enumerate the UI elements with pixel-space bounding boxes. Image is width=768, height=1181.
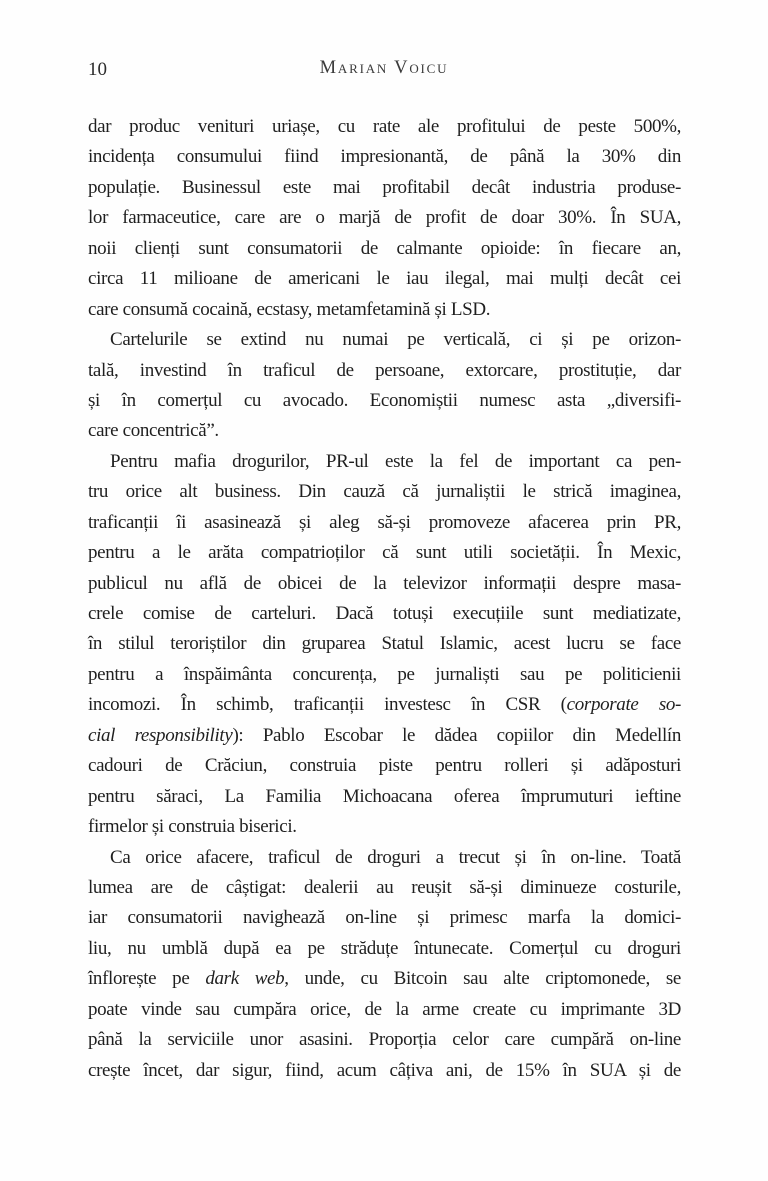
text-line [88,964,681,994]
text-line [88,660,681,690]
text-line [88,629,681,659]
text-line [88,934,681,964]
text-segment: înflorește pe [88,968,206,990]
text-segment: pentru săraci, La Familia Michoacana oferea împrumuturi ieftine [88,785,681,807]
text-line [88,903,681,933]
text-body [88,112,681,1086]
text-segment: cadouri de Crăciun, construia piste pentru rolleri și adăposturi [88,755,681,777]
text-segment: noii clienți sunt consumatorii de calmante opioide: în fiecare an, [88,237,681,259]
text-line [88,508,681,538]
text-segment: tru orice alt business. Din cauză că jurnaliștii le strică imaginea, [88,481,681,503]
text-line [88,569,681,599]
text-segment: în stilul teroriștilor din gruparea Statul Islamic, acest lucru se face [88,633,681,655]
page-header [0,58,768,84]
text-line [88,995,681,1025]
text-segment: circa 11 milioane de americani le iau ilegal, mai mulți decât cei [88,268,681,290]
text-line [88,690,681,720]
text-line [88,356,681,386]
text-line [88,173,681,203]
text-line [88,416,681,446]
text-line [88,843,681,873]
text-segment: pentru a înspăimânta concurența, pe jurnaliști sau pe politicienii [88,663,681,685]
text-line [88,325,681,355]
text-line [88,812,681,842]
text-line [88,751,681,781]
text-line [88,203,681,233]
text-segment: crele comise de carteluri. Dacă totuși execuțiile sunt mediatizate, [88,603,681,624]
text-line [88,1056,681,1086]
text-line [88,295,681,325]
text-segment: lor farmaceutice, care are o marjă de profit de doar 30%. În SUA, [88,207,681,229]
text-segment: iar consumatorii navighează on-line și primesc marfa la domici- [88,907,681,929]
text-line [88,447,681,477]
text-segment: publicul nu află de obicei de la televizor informații despre masa- [88,572,681,594]
text-segment: tală, investind în traficul de persoane, extorcare, prostituție, dar [88,359,681,381]
text-segment: incomozi. În schimb, traficanții investesc în CSR ( [88,694,567,716]
text-line [88,721,681,751]
text-segment: și în comerțul cu avocado. Economiștii numesc asta „diversifi- [88,389,681,411]
italic-text-segment: corporate so- [566,694,682,716]
text-line [88,873,681,903]
text-line [88,599,681,629]
text-segment: populație. Businessul este mai profitabil decât industria produse- [88,176,681,198]
text-segment: , unde, cu Bitcoin sau alte criptomonede, se [284,968,681,990]
text-line [88,1025,681,1055]
text-segment: până la serviciile unor asasini. Proporția celor care cumpără on-line [88,1029,681,1051]
text-segment: firmelor și construia biserici. [88,816,297,838]
text-line [88,477,681,507]
text-segment: traficanții îi asasinează și aleg să-și promoveze afacerea prin PR, [88,511,681,533]
italic-text-segment: cial responsibility [88,724,233,746]
text-line [88,782,681,812]
running-header: Marian Voicu [319,58,449,78]
text-segment: Cartelurile se extind nu numai pe verticală, ci și pe orizon- [110,329,681,351]
text-segment: pentru a le arăta compatrioților că sunt utili societății. În Mexic, [88,542,681,564]
italic-text-segment: dark web [205,968,285,990]
text-line [88,264,681,294]
text-segment: poate vinde sau cumpăra orice, de la arme create cu imprimante 3D [88,998,681,1020]
text-line [88,112,681,142]
text-segment: incidența consumului fiind impresionantă, de până la 30% din [88,146,681,168]
page-number: 10 [88,59,107,80]
text-segment: liu, nu umblă după ea pe străduțe întunecate. Comerțul cu droguri [88,937,681,959]
text-segment: lumea are de câștigat: dealerii au reușit să-și diminueze costurile, [88,876,681,898]
text-segment: crește încet, dar sigur, fiind, acum câțiva ani, de 15% în SUA și de [88,1059,681,1081]
text-segment: care consumă cocaină, ecstasy, metamfetamină și LSD. [88,298,491,320]
text-segment: care concentrică”. [88,420,219,442]
text-segment: dar produc venituri uriașe, cu rate ale profitului de peste 500%, [88,116,681,137]
text-line [88,538,681,568]
text-segment: Ca orice afacere, traficul de droguri a trecut și în on-line. Toată [110,846,681,868]
text-line [88,234,681,264]
text-line [88,142,681,172]
text-segment: Pentru mafia drogurilor, PR-ul este la fel de important ca pen- [110,450,681,472]
text-line [88,386,681,416]
text-segment: ): Pablo Escobar le dădea copiilor din Medellín [232,724,681,746]
